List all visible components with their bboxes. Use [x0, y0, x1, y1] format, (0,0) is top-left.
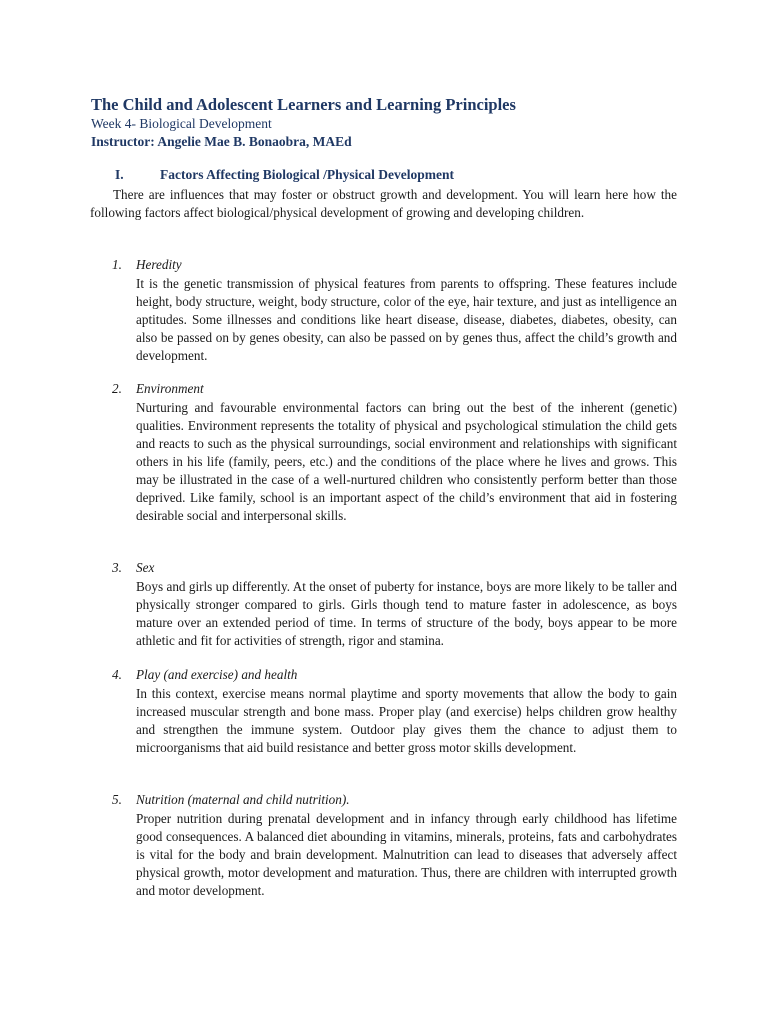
week-label: Week 4- Biological Development	[91, 116, 272, 131]
item-title: Heredity	[136, 257, 182, 272]
section-heading	[115, 167, 454, 183]
document-title: The Child and Adolescent Learners and Learning Principles	[91, 95, 516, 114]
item-heading-heredity	[112, 257, 182, 273]
item-heading-environment	[112, 381, 204, 397]
item-number: 4.	[112, 667, 122, 682]
item-heading-play	[112, 667, 297, 683]
item-title: Environment	[136, 381, 204, 396]
item-title: Nutrition (maternal and child nutrition).	[136, 792, 350, 807]
instructor-label: Instructor: Angelie Mae B. Bonaobra, MAEd	[91, 134, 352, 149]
item-number: 5.	[112, 792, 122, 807]
item-number: 3.	[112, 560, 122, 575]
item-title: Play (and exercise) and health	[136, 667, 298, 682]
item-body-heredity: It is the genetic transmission of physical features from parents to offspring. These features include height, body structure, weight, body structure, color of the eye, hair texture, and just as intelligence an aptitudes. Some illnesses and conditions like heart disease, disease, diabetes, diabetes, obesity, can also be passed on by genes obesity, can also be passed on by genes thus, affect the child’s growth and development.	[136, 276, 677, 363]
section-intro: There are influences that may foster or obstruct growth and development. You will learn here how the following factors affect biological/physical development of growing and developing children.	[90, 187, 677, 220]
item-number: 1.	[112, 257, 122, 272]
item-heading-nutrition	[112, 792, 350, 808]
section-title: Factors Affecting Biological /Physical Development	[160, 167, 454, 182]
item-number: 2.	[112, 381, 122, 396]
item-body-sex: Boys and girls up differently. At the onset of puberty for instance, boys are more likely to be taller and physically stronger compared to girls. Girls though tend to mature faster in adolescence, as boys mature over an extended period of time. In terms of structure of the body, boys appear to be more athletic and fit for activities of strength, rigor and stamina.	[136, 579, 677, 648]
item-body-nutrition: Proper nutrition during prenatal development and in infancy through early childhood has lifetime good consequences. A balanced diet abounding in vitamins, minerals, proteins, fats and carbohydrates is vital for the body and brain development. Malnutrition can lead to diseases that adversely affect physical growth, motor development and maturation. Thus, there are children with interrupted growth and motor development.	[136, 811, 677, 898]
item-body-environment: Nurturing and favourable environmental factors can bring out the best of the inherent (genetic) qualities. Environment represents the totality of physical and psychological stimulation the child gets and reacts to such as the physical surroundings, social environment and relationships with significant others in his life (family, peers, etc.) and the conditions of the place where he lives and grows. This may be illustrated in the case of a well-nurtured children who consistently perform better than those deprived. Like family, school is an important aspect of the child’s environment that aid in fostering desirable social and interpersonal skills.	[136, 400, 677, 523]
item-body-play: In this context, exercise means normal playtime and sporty movements that allow the body to gain increased muscular strength and bone mass. Proper play (and exercise) helps children grow healthy and strengthen the immune system. Outdoor play gives them the chance to adjust them to microorganisms that aid build resistance and better gross motor skills development.	[136, 686, 677, 755]
section-number: I.	[115, 167, 124, 182]
item-title: Sex	[136, 560, 155, 575]
item-heading-sex	[112, 560, 154, 576]
